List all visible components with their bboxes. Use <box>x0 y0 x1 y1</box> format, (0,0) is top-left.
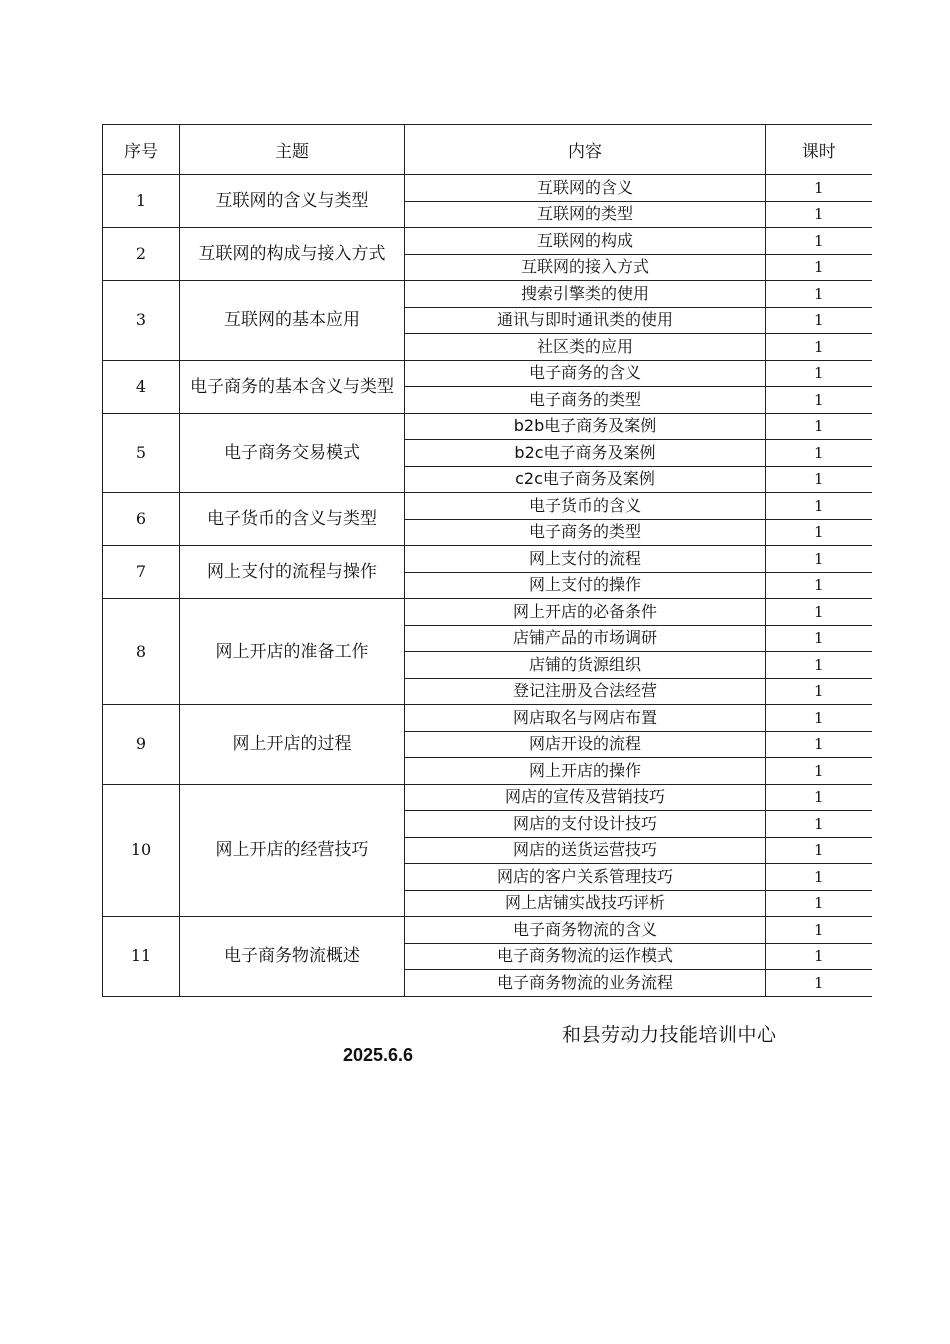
lesson-hours: 1 <box>766 201 872 228</box>
lesson-content: 网店的客户关系管理技巧 <box>405 864 766 891</box>
lesson-content: 网店开设的流程 <box>405 731 766 758</box>
lesson-content: b2c电子商务及案例 <box>405 440 766 467</box>
lesson-hours: 1 <box>766 890 872 917</box>
lesson-number: 1 <box>103 175 180 228</box>
course-schedule-table <box>102 124 872 997</box>
lesson-hours: 1 <box>766 387 872 414</box>
lesson-content: 通讯与即时通讯类的使用 <box>405 307 766 334</box>
lesson-topic: 互联网的含义与类型 <box>180 175 405 228</box>
lesson-number: 7 <box>103 546 180 599</box>
table-header-row <box>103 125 872 175</box>
table-row <box>103 917 872 944</box>
lesson-content: 电子商务物流的含义 <box>405 917 766 944</box>
lesson-hours: 1 <box>766 864 872 891</box>
lesson-number: 9 <box>103 705 180 785</box>
lesson-content: 网上支付的操作 <box>405 572 766 599</box>
lesson-content: 网上开店的必备条件 <box>405 599 766 626</box>
table-row <box>103 228 872 255</box>
lesson-number: 8 <box>103 599 180 705</box>
lesson-content: 登记注册及合法经营 <box>405 678 766 705</box>
lesson-content: 店铺的货源组织 <box>405 652 766 679</box>
lesson-content: 电子商务的类型 <box>405 519 766 546</box>
lesson-content: 互联网的接入方式 <box>405 254 766 281</box>
lesson-content: 互联网的类型 <box>405 201 766 228</box>
lesson-content: 网上开店的操作 <box>405 758 766 785</box>
lesson-hours: 1 <box>766 758 872 785</box>
header-topic: 主题 <box>180 125 405 175</box>
lesson-hours: 1 <box>766 360 872 387</box>
lesson-hours: 1 <box>766 599 872 626</box>
lesson-topic: 电子商务物流概述 <box>180 917 405 997</box>
header-hours: 课时 <box>766 125 872 175</box>
table-row <box>103 281 872 308</box>
lesson-hours: 1 <box>766 705 872 732</box>
lesson-hours: 1 <box>766 334 872 361</box>
lesson-hours: 1 <box>766 254 872 281</box>
lesson-content: 互联网的构成 <box>405 228 766 255</box>
lesson-hours: 1 <box>766 466 872 493</box>
header-no: 序号 <box>103 125 180 175</box>
lesson-topic: 网上开店的准备工作 <box>180 599 405 705</box>
lesson-content: 社区类的应用 <box>405 334 766 361</box>
lesson-topic: 电子商务交易模式 <box>180 413 405 493</box>
lesson-topic: 互联网的构成与接入方式 <box>180 228 405 281</box>
lesson-hours: 1 <box>766 943 872 970</box>
lesson-hours: 1 <box>766 625 872 652</box>
lesson-hours: 1 <box>766 652 872 679</box>
lesson-content: 网店的宣传及营销技巧 <box>405 784 766 811</box>
lesson-topic: 网上开店的经营技巧 <box>180 784 405 917</box>
lesson-content: 电子商务的类型 <box>405 387 766 414</box>
lesson-hours: 1 <box>766 917 872 944</box>
lesson-content: 网上店铺实战技巧评析 <box>405 890 766 917</box>
lesson-number: 6 <box>103 493 180 546</box>
lesson-topic: 网上开店的过程 <box>180 705 405 785</box>
lesson-content: 店铺产品的市场调研 <box>405 625 766 652</box>
table-row <box>103 599 872 626</box>
lesson-number: 5 <box>103 413 180 493</box>
table-row <box>103 413 872 440</box>
table-row <box>103 175 872 202</box>
lesson-number: 2 <box>103 228 180 281</box>
lesson-content: 搜索引擎类的使用 <box>405 281 766 308</box>
lesson-hours: 1 <box>766 519 872 546</box>
lesson-content: 网上支付的流程 <box>405 546 766 573</box>
lesson-number: 10 <box>103 784 180 917</box>
lesson-hours: 1 <box>766 228 872 255</box>
lesson-hours: 1 <box>766 811 872 838</box>
lesson-hours: 1 <box>766 546 872 573</box>
table-row <box>103 360 872 387</box>
table-row <box>103 705 872 732</box>
lesson-content: 电子商务物流的业务流程 <box>405 970 766 997</box>
lesson-content: 网店的支付设计技巧 <box>405 811 766 838</box>
lesson-hours: 1 <box>766 440 872 467</box>
lesson-hours: 1 <box>766 493 872 520</box>
lesson-hours: 1 <box>766 175 872 202</box>
lesson-topic: 电子商务的基本含义与类型 <box>180 360 405 413</box>
table-body <box>103 175 872 997</box>
lesson-number: 4 <box>103 360 180 413</box>
lesson-hours: 1 <box>766 837 872 864</box>
header-content: 内容 <box>405 125 766 175</box>
lesson-hours: 1 <box>766 784 872 811</box>
lesson-hours: 1 <box>766 413 872 440</box>
lesson-content: 网店的送货运营技巧 <box>405 837 766 864</box>
organization-name: 和县劳动力技能培训中心 <box>562 1024 777 1046</box>
lesson-topic: 互联网的基本应用 <box>180 281 405 361</box>
lesson-topic: 网上支付的流程与操作 <box>180 546 405 599</box>
lesson-hours: 1 <box>766 970 872 997</box>
lesson-hours: 1 <box>766 678 872 705</box>
lesson-content: 电子商务的含义 <box>405 360 766 387</box>
document-date: 2025.6.6 <box>343 1045 414 1065</box>
lesson-content: 电子商务物流的运作模式 <box>405 943 766 970</box>
table-row <box>103 784 872 811</box>
lesson-hours: 1 <box>766 731 872 758</box>
lesson-hours: 1 <box>766 307 872 334</box>
lesson-content: 电子货币的含义 <box>405 493 766 520</box>
lesson-hours: 1 <box>766 281 872 308</box>
lesson-content: 互联网的含义 <box>405 175 766 202</box>
lesson-content: 网店取名与网店布置 <box>405 705 766 732</box>
lesson-content: c2c电子商务及案例 <box>405 466 766 493</box>
lesson-number: 3 <box>103 281 180 361</box>
lesson-content: b2b电子商务及案例 <box>405 413 766 440</box>
lesson-hours: 1 <box>766 572 872 599</box>
table-row <box>103 546 872 573</box>
lesson-topic: 电子货币的含义与类型 <box>180 493 405 546</box>
table-row <box>103 493 872 520</box>
lesson-number: 11 <box>103 917 180 997</box>
